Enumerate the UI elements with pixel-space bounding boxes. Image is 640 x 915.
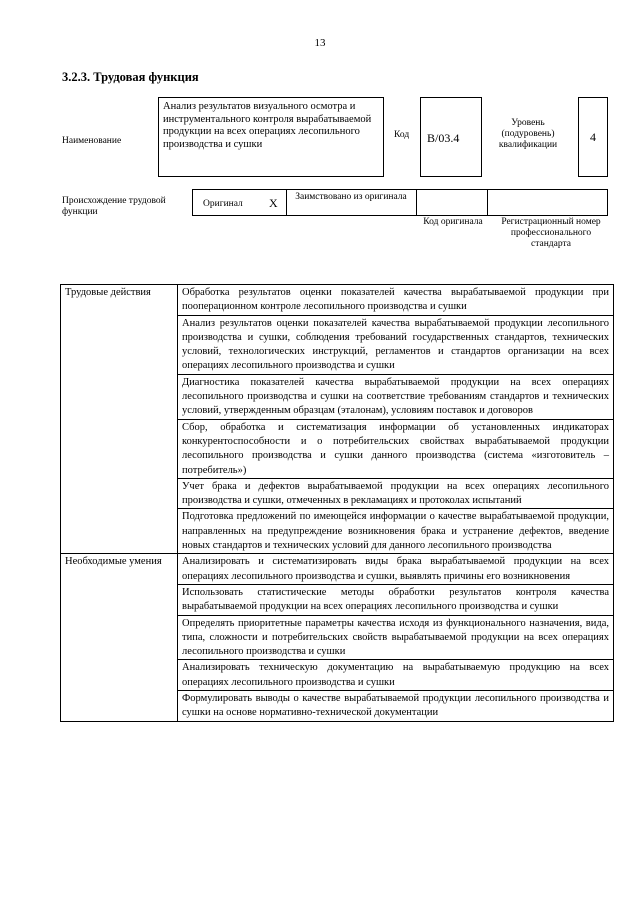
labor-action-item: Учет брака и дефектов вырабатываемой продукции на всех операциях лесопильного производства и сушки, отмеченных в рекламациях и протоколах испытаний <box>178 478 614 509</box>
function-name: Анализ результатов визуального осмотра и инструментального контроля вырабатываемой продукции на всех операциях лесопильного производства и сушки <box>163 101 372 150</box>
skill-item: Формулировать выводы о качестве вырабатываемой продукции лесопильного производства и сушки на основе нормативно-технической документации <box>178 691 614 722</box>
divider <box>487 190 488 215</box>
code-label: Код <box>394 130 410 140</box>
borrowed-label: Заимствовано из оригинала <box>295 192 407 202</box>
function-table <box>60 284 614 722</box>
table-row <box>61 285 614 316</box>
function-name-box <box>158 97 384 177</box>
labor-action-item: Обработка результатов оценки показателей качества вырабатываемой продукции при пооперационном контроле лесопильного производства и сушки <box>178 285 614 316</box>
page-number: 13 <box>314 37 326 49</box>
labor-action-item: Диагностика показателей качества вырабатываемой продукции на всех операциях лесопильного производства и сушки на соответствие требованиям стандартов и технических условий, утвержденным образцам (эталонам), условиям поставок и договоров <box>178 374 614 419</box>
original-label: Оригинал <box>203 199 243 209</box>
skills-label: Необходимые умения <box>61 554 178 721</box>
code-origin-caption: Код оригинала <box>423 217 483 227</box>
skill-item: Анализировать и систематизировать виды брака вырабатываемой продукции на всех операциях лесопильного производства и сушки, выявлять причины его возникновения <box>178 554 614 585</box>
skill-item: Использовать статистические методы обработки результатов контроля качества вырабатываемой продукции на всех операциях лесопильного производства и сушки <box>178 584 614 615</box>
level-box <box>578 97 608 177</box>
table-row <box>61 554 614 585</box>
reg-number-caption: Регистрационный номер профессионального стандарта <box>501 217 601 249</box>
name-label: Наименование <box>62 136 122 146</box>
divider <box>416 190 417 215</box>
code-box <box>420 97 482 177</box>
section-title: 3.2.3. Трудовая функция <box>62 70 199 84</box>
divider <box>286 190 287 215</box>
origin-box <box>192 189 608 216</box>
origin-label: Происхождение трудовой функции <box>62 196 166 217</box>
code-value: B/03.4 <box>427 131 460 145</box>
skill-item: Определять приоритетные параметры качества исходя из функционального назначения, вида, типа, сложности и потребительских свойств вырабатываемой продукции на всех операциях лесопильного производства и сушки <box>178 615 614 660</box>
skill-item: Анализировать техническую документацию на вырабатываемую продукцию на всех операциях лесопильного производства и сушки <box>178 660 614 691</box>
labor-action-item: Сбор, обработка и систематизация информации об установленных индикаторах конкурентоспособности и о потребительских свойствах вырабатываемой продукции лесопильного производства и сушки данного производства (система «изготовитель – потребитель») <box>178 419 614 478</box>
original-mark: X <box>269 196 278 210</box>
labor-actions-label: Трудовые действия <box>61 285 178 554</box>
level-label: Уровень (подуровень) квалификации <box>498 118 558 150</box>
labor-action-item: Подготовка предложений по имеющейся информации о качестве вырабатываемой продукции, направленных на предупреждение возникновения брака и устранение дефектов, введение новых стандартов и технических условий для данного лесопильного производства <box>178 509 614 554</box>
level-value: 4 <box>590 130 596 144</box>
labor-action-item: Анализ результатов оценки показателей качества вырабатываемой продукции лесопильного производства и сушки, соблюдения требований государственных стандартов, технических условий, технологических инструкций, регламентов и стандартов организации на всех операциях лесопильного производства и сушки <box>178 315 614 374</box>
